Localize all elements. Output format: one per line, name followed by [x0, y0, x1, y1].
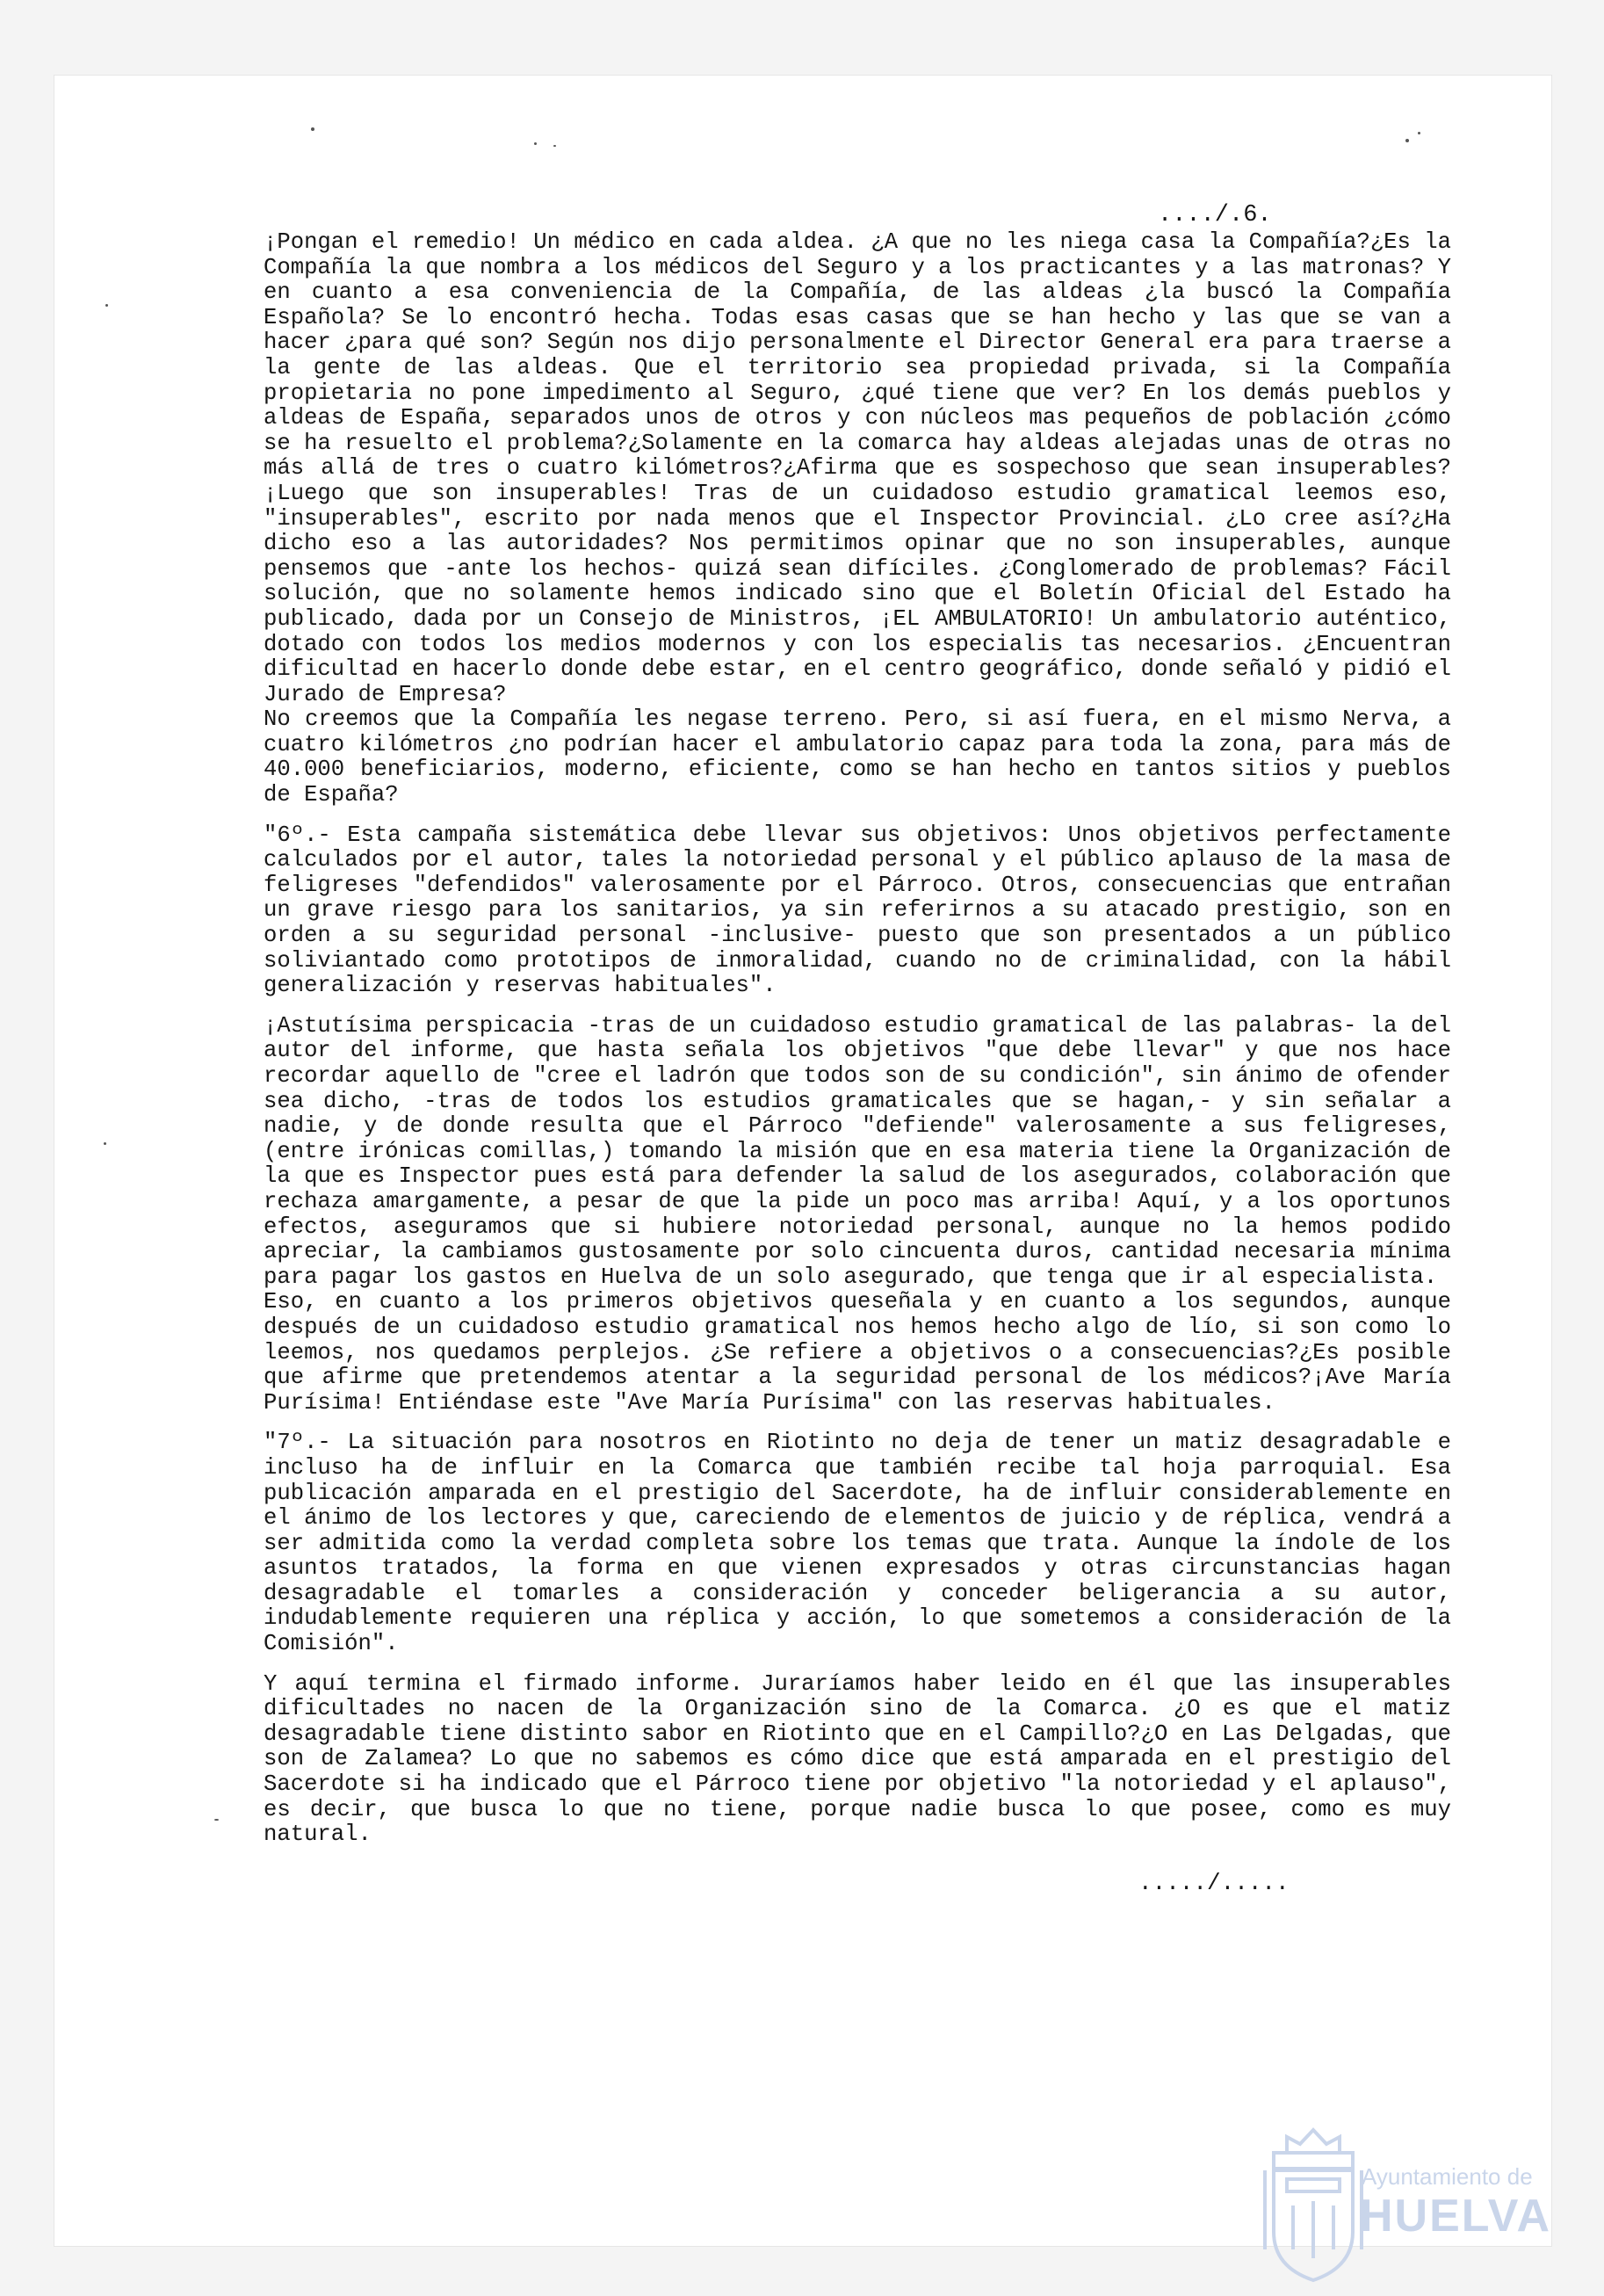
scan-speck — [553, 145, 556, 147]
paragraph: ¡Pongan el remedio! Un médico en cada aldea. ¿A que no les niega casa la Compañía?¿Es la Compañía la que nombra a los médicos del Seguro y a los practicantes y a las matronas? Y en cuanto a esa conveniencia de la Compañía, de las aldeas ¿la buscó la Compañía Española? Se lo encontró hecha. Todas esas casas que se han hecho y las que se van a hacer ¿para qué son? Según nos dijo personalmente el Director General era para traerse a la gente de las aldeas. Que el territorio sea propiedad privada, si la Compañía propietaria no pone impedimento al Seguro, ¿qué tiene que ver? En los demás pueblos y aldeas de España, separados unos de otros y con núcleos mas pequeños de población ¿cómo se ha resuelto el problema?¿Solamente en la comarca hay aldeas alejadas unas de otras no más allá de tres o cuatro kilómetros?¿Afirma que es sospechoso que sean insuperables?¡Luego que son insuperables! Tras de un cuidadoso estudio gramatical leemos eso, "insuperables", escrito por nada menos que el Inspector Provincial. ¿Lo cree así?¿Ha dicho eso a las autoridades? Nos permitimos opinar que no son insuperables, aunque pensemos que -ante los hechos- quizá sean difíciles. ¿Conglomerado de problemas? Fácil solución, que no solamente hemos indicado sino que el Boletín Oficial del Estado ha publicado, dada por un Consejo de Ministros, ¡EL AMBULATORIO! Un ambulatorio auténtico, dotado con todos los medios modernos y con los especialis tas necesarios. ¿Encuentran dificultad en hacerlo donde debe estar, en el centro geográfico, donde señaló y pidió el Jurado de Empresa? — [264, 229, 1451, 707]
scan-speck — [104, 1142, 106, 1145]
page-footer-number: ...../..... — [1138, 1870, 1290, 1896]
paragraph: No creemos que la Compañía les negase terreno. Pero, si así fuera, en el mismo Nerva, a cuatro kilómetros ¿no podrían hacer el ambulatorio capaz para toda la zona, para más de 40.000 beneficiarios, moderno, eficiente, como se han hecho en tantos sitios y pueblos de España? — [264, 706, 1451, 808]
scan-speck — [534, 142, 537, 145]
document-body — [264, 230, 1451, 1848]
watermark-line2: HUELVA — [1360, 2191, 1552, 2242]
paragraph: "7º.- La situación para nosotros en Riotinto no deja de tener un matiz desagradable e incluso ha de influir en la Comarca que también recibe tal hoja parroquial. Esa publicación amparada en el prestigio del Sacerdote, ha de influir considerablemente en el ánimo de los lectores y que, careciendo de elementos de juicio y de réplica, vendrá a ser admitida como la verdad completa sobre los temas que trata. Aunque la índole de los asuntos tratados, la forma en que vienen expresados y otras circunstancias hagan desagradable el tomarles a consideración y conceder beligerancia a su autor, indudablemente requieren una réplica y acción, lo que sometemos a consideración de la Comisión". — [264, 1430, 1451, 1657]
paragraph: Y aquí termina el firmado informe. Juraríamos haber leido en él que las insuperables dificultades no nacen de la Organización sino de la Comarca. ¿O es que el matiz desagradable tiene distinto sabor en Riotinto que en el Campillo?¿O en Las Delgadas, que son de Zalamea? Lo que no sabemos es cómo dice que está amparada en el prestigio del Sacerdote si ha indicado que el Párroco tiene por objetivo "la notoriedad y el aplauso", es decir, que busca lo que no tiene, porque nadie busca lo que posee, como es muy natural. — [264, 1670, 1451, 1848]
paragraph: "6º.- Esta campaña sistemática debe llevar sus objetivos: Unos objetivos perfectamente calculados por el autor, tales la notoriedad personal y el público aplauso de la masa de feligreses "defendidos" valerosamente por el Párroco. Otros, consecuencias que entrañan un grave riesgo para los sanitarios, ya sin referirnos a su atacado prestigio, son en orden a su seguridad personal -inclusive- puesto que son presentados a un público soliviantado como prototipos de inmoralidad, cuando no de criminalidad, con la hábil generalización y reservas habituales". — [264, 822, 1451, 999]
scan-speck — [311, 127, 314, 131]
scan-speck — [1405, 139, 1409, 142]
scan-speck — [214, 1819, 219, 1821]
watermark-line1: Ayuntamiento de — [1362, 2163, 1533, 2190]
paragraph: ¡Astutísima perspicacia -tras de un cuidadoso estudio gramatical de las palabras- la del autor del informe, que hasta señala los objetivos "que debe llevar" y que nos hace recordar aquello de "cree el ladrón que todos son de su condición", sin ánimo de ofender sea dicho, -tras de todos los estudios gramaticales que se hagan,- y sin señalar a nadie, y de donde resulta que el Párroco "defiende" valerosamente a sus feligreses, (entre irónicas comillas,) tomando la misión que en esa materia tiene la Organización de la que es Inspector pues está para defender la salud de los asegurados, colaboración que rechaza amargamente, a pesar de que la pide un poco mas arriba! Aquí, y a los oportunos efectos, aseguramos que si hubiere notoriedad personal, aunque no la hemos podido apreciar, la cambiamos gustosamente por solo cincuenta duros, cantidad necesaria mínima para pagar los gastos en Huelva de un solo asegurado, que tenga que ir al especialista. — [264, 1012, 1451, 1290]
scan-speck — [105, 304, 108, 307]
page-header-number: ..../.6. — [1158, 202, 1272, 228]
scan-speck — [1418, 132, 1420, 134]
paragraph: Eso, en cuanto a los primeros objetivos queseñala y en cuanto a los segundos, aunque después de un cuidadoso estudio gramatical nos hemos hecho algo de lío, si son como lo leemos, nos quedamos perplejos. ¿Se refiere a objetivos o a consecuencias?¿Es posible que afirme que pretendemos atentar a la seguridad personal de los médicos?¡Ave María Purísima! Entiéndase este "Ave María Purísima" con las reservas habituales. — [264, 1289, 1451, 1416]
